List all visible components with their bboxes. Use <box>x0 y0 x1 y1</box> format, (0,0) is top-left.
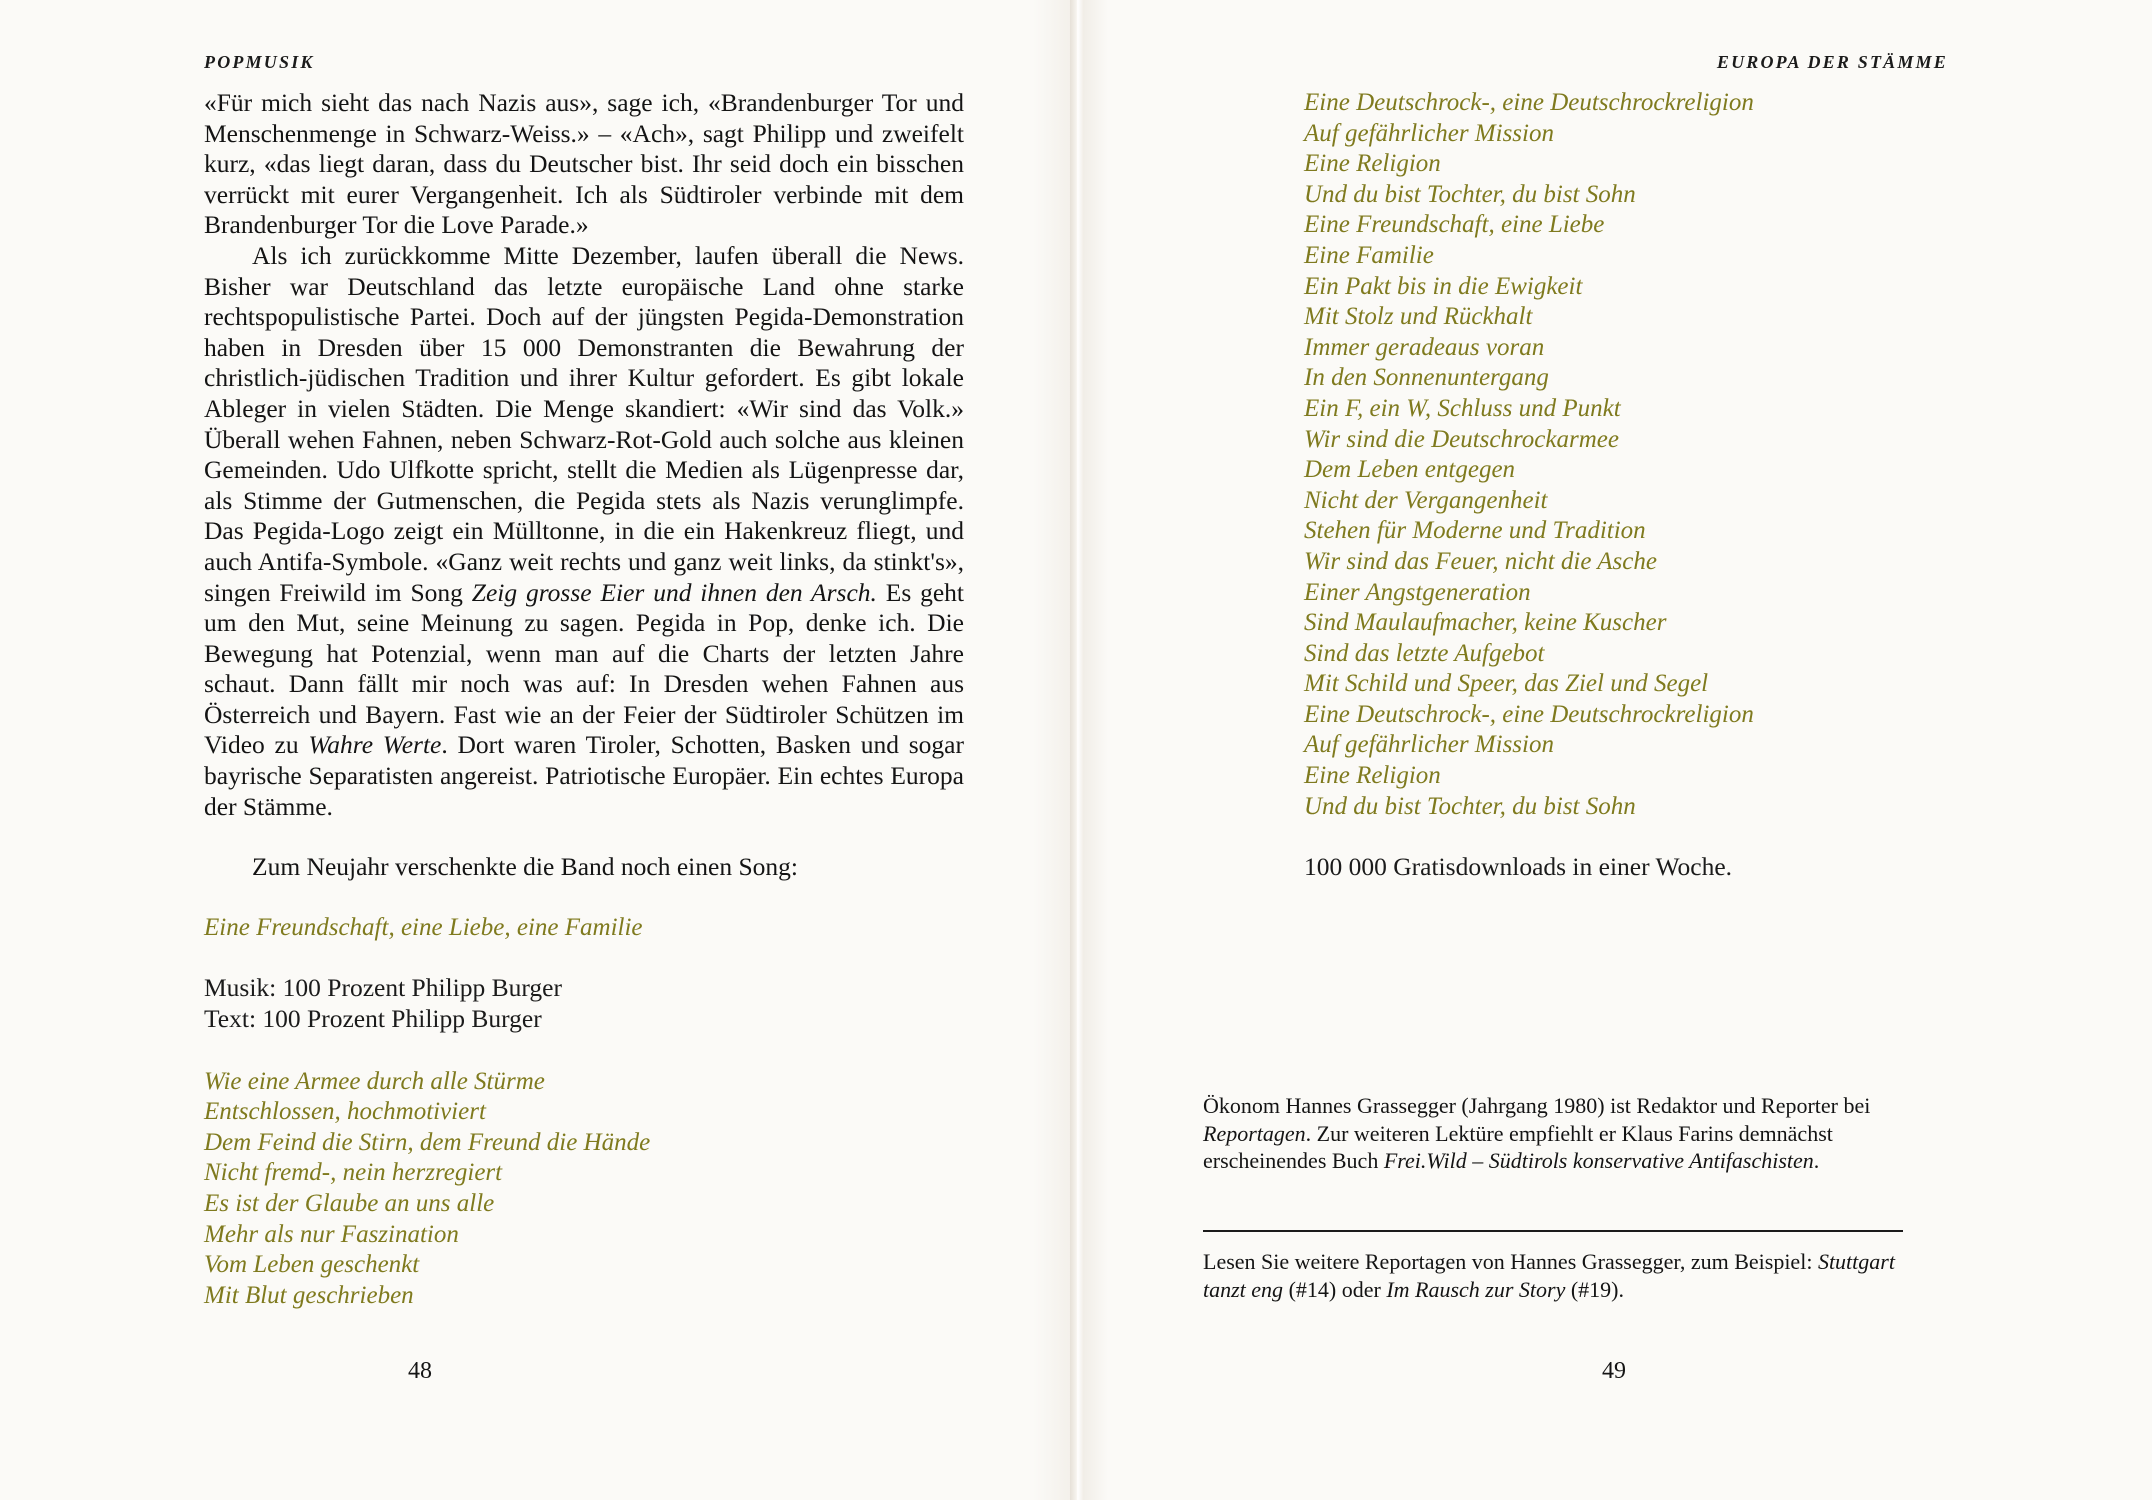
lyric-line: Eine Familie <box>1304 241 1434 269</box>
bio-book-title: Frei.Wild – Südtirols konservative Antifaschisten <box>1383 1148 1814 1173</box>
lyric-line: Mehr als nur Faszination <box>204 1220 459 1248</box>
lyric-line: Wir sind die Deutschrockarmee <box>1304 425 1619 453</box>
lyric-line: Auf gefährlicher Mission <box>1304 119 1554 147</box>
lyric-line: Wie eine Armee durch alle Stürme <box>204 1067 545 1095</box>
section-divider <box>1203 1230 1903 1232</box>
further-text-2: (#14) oder <box>1283 1276 1387 1302</box>
song-subtitle-block <box>204 913 964 944</box>
lyric-line: Und du bist Tochter, du bist Sohn <box>1304 792 1636 820</box>
lyrics-block-left <box>204 1067 964 1312</box>
lyric-line: In den Sonnenuntergang <box>1304 364 1549 392</box>
lyric-line: Dem Leben entgegen <box>1304 456 1516 484</box>
lyric-line: Eine Deutschrock-, eine Deutschrockreligion <box>1304 89 1754 116</box>
paragraph-dialogue-text: «Für mich sieht das nach Nazis aus», sage ich, «Brandenburger Tor und Menschenmenge in Schwarz-Weiss.» – «Ach», sagt Philipp und zweifelt kurz, «das liegt daran, dass du Deutscher bist. Ihr seid doch ein bisschen verrückt mit eurer Vergangenheit. Ich als Südtiroler verbinde mit dem Brandenburger Tor die Love Parade.» <box>204 88 964 240</box>
paragraph-pegida-text: Als ich zurückkomme Mitte Dezember, laufen überall die News. Bisher war Deutschland das letzte europäische Land ohne starke rechtspopulistische Partei. Doch auf der jüngsten Pegida-Demonstration haben in Dresden über 15 000 Demonstranten die Bewahrung der christlich-jüdischen Tradition und ihrer Kultur gefordert. Es gibt lokale Ableger in vielen Städten. Die Menge skandiert: «Wir sind das Volk.» Überall wehen Fahnen, neben Schwarz-Rot-Gold auch solche aus kleinen Gemeinden. Udo Ulfkotte spricht, stellt die Medien als Lügenpresse dar, als Stimme der Gutmenschen, die Pegida stets als Nazis verunglimpfe. Das Pegida-Logo zeigt ein Mülltonne, in die ein Hakenkreuz fliegt, und auch Antifa-Symbole. «Ganz weit rechts und ganz weit links, da stinkt's», singen Freiwild im Song <box>204 240 964 607</box>
further-title-1: Stuttgart tanzt eng <box>1203 1249 1895 1302</box>
author-bio <box>1203 1092 1903 1175</box>
lyric-line: Eine Religion <box>1304 762 1441 790</box>
paragraph-pegida-end: . Dort waren Tiroler, Schotten, Basken und sogar bayrische Separatisten angereist. Patriotische Europäer. Ein echtes Europa der Stämme. <box>204 730 964 821</box>
downloads-note: 100 000 Gratisdownloads in einer Woche. <box>1304 852 1733 882</box>
credit-music: Musik: 100 Prozent Philipp Burger <box>204 973 562 1003</box>
lyric-line: Vom Leben geschenkt <box>204 1251 420 1279</box>
further-reading <box>1203 1248 1903 1303</box>
lyric-line: Mit Stolz und Rückhalt <box>1304 303 1533 331</box>
lyric-line: Sind Maulaufmacher, keine Kuscher <box>1304 609 1667 637</box>
paragraph-dialogue <box>204 88 964 241</box>
paragraph-pegida-cont: Es geht um den Mut, seine Meinung zu sagen. Pegida in Pop, denke ich. Die Bewegung hat Potenzial, wenn man auf die Charts der letzten Jahre schaut. Dann fällt mir noch was auf: In Dresden wehen Fahnen aus Österreich und Bayern. Fast wie an der Feier der Südtiroler Schützen im Video zu <box>204 577 964 760</box>
bio-magazine-name: Reportagen <box>1203 1120 1306 1146</box>
lyric-line: Sind das letzte Aufgebot <box>1304 639 1545 667</box>
song-title-italic: Zeig grosse Eier und ihnen den Arsch. <box>471 577 877 607</box>
paragraph-neujahr <box>204 852 964 883</box>
lyric-line: Eine Deutschrock-, eine Deutschrockreligion <box>1304 700 1754 728</box>
song-credits <box>204 973 964 1034</box>
paragraph-neujahr-text: Zum Neujahr verschenkte die Band noch einen Song: <box>252 852 798 882</box>
lyric-line: Und du bist Tochter, du bist Sohn <box>1304 180 1636 208</box>
lyric-line: Stehen für Moderne und Tradition <box>1304 517 1646 545</box>
lyric-line: Nicht fremd-, nein herzregiert <box>204 1159 503 1187</box>
lyric-line: Mit Blut geschrieben <box>204 1281 414 1309</box>
video-title-italic: Wahre Werte <box>308 730 442 760</box>
further-title-2: Im Rausch zur Story <box>1386 1276 1566 1302</box>
lyric-line: Ein Pakt bis in die Ewigkeit <box>1304 272 1583 300</box>
running-head-right: EUROPA DER STÄMME <box>1716 52 1948 72</box>
right-text-column <box>1304 88 2064 883</box>
lyric-line: Es ist der Glaube an uns alle <box>204 1190 495 1217</box>
lyric-line: Immer geradeaus voran <box>1304 333 1545 361</box>
bio-text-3: . <box>1813 1148 1820 1173</box>
song-subtitle-line: Eine Freundschaft, eine Liebe, eine Familie <box>204 913 643 941</box>
paragraph-pegida <box>204 241 964 822</box>
lyric-line: Entschlossen, hochmotiviert <box>204 1098 486 1126</box>
lyric-line: Dem Feind die Stirn, dem Freund die Hände <box>204 1128 651 1156</box>
lyric-line: Ein F, ein W, Schluss und Punkt <box>1304 394 1621 422</box>
lyric-line: Mit Schild und Speer, das Ziel und Segel <box>1304 670 1709 698</box>
lyric-line: Eine Religion <box>1304 150 1441 178</box>
lyrics-block-right <box>1304 88 2064 822</box>
lyric-line: Nicht der Vergangenheit <box>1304 486 1548 514</box>
folio-left: 48 <box>408 1358 432 1384</box>
credit-text: Text: 100 Prozent Philipp Burger <box>204 1004 542 1034</box>
further-text-1: Lesen Sie weitere Reportagen von Hannes Grassegger, zum Beispiel: <box>1203 1249 1818 1274</box>
running-head-left: POPMUSIK <box>204 52 315 72</box>
right-page <box>1076 0 2152 1500</box>
bio-text-2: . Zur weiteren Lektüre empfiehlt er Klaus Farins demnächst erscheinendes Buch <box>1203 1120 1833 1173</box>
lyric-line: Auf gefährlicher Mission <box>1304 731 1554 759</box>
folio-right: 49 <box>1602 1358 1626 1384</box>
lyric-line: Wir sind das Feuer, nicht die Asche <box>1304 547 1657 575</box>
lyric-line: Eine Freundschaft, eine Liebe <box>1304 211 1605 239</box>
left-text-column <box>204 88 964 1311</box>
further-text-3: (#19). <box>1565 1276 1625 1302</box>
bio-text-1: Ökonom Hannes Grassegger (Jahrgang 1980) ist Redaktor und Reporter bei <box>1203 1093 1871 1118</box>
lyric-line: Einer Angstgeneration <box>1304 578 1531 606</box>
